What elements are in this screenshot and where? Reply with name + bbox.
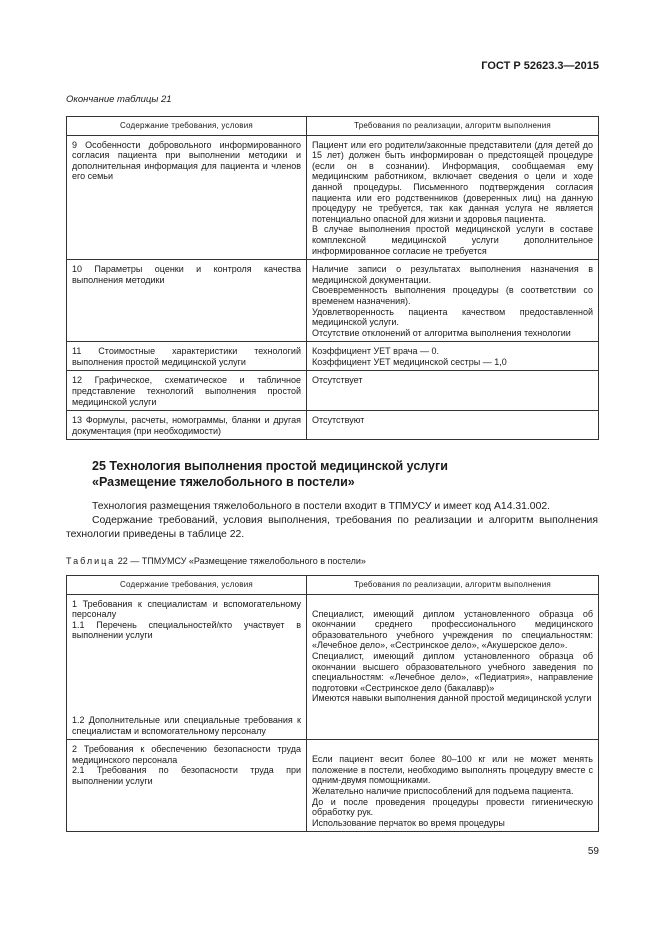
paragraph-technology-code: Технология размещения тяжелобольного в постели входит в ТПМУСУ и имеет код А14.31.002. (92, 501, 551, 512)
row-2-requirement (67, 740, 307, 832)
row-1-requirement (67, 594, 307, 740)
table-22-caption (66, 556, 366, 566)
row-2-impl-text-c: До и после проведения процедуры провести гигиеническую обработку рук. (312, 796, 593, 818)
section-25-heading (92, 459, 592, 490)
page-number: 59 (587, 846, 599, 857)
row-9-text-b: В случае выполнения простой медицинской услуги в составе комплексной медицинской услуги дополнительное информированное согласие не требуется (312, 224, 593, 256)
row-2-text-a: 2 Требования к обеспечению безопасности труда медицинского персонала (72, 744, 301, 765)
row-11-text-a: Коэффициент УЕТ врача — 0. (312, 346, 439, 357)
row-1-1-text: 1.1 Перечень специальностей/кто участвует в выполнении услуги (72, 619, 301, 641)
row-9-implementation (307, 135, 599, 260)
section-heading-line-1: 25 Технология выполнения простой медицинской услуги (92, 459, 448, 473)
row-1-impl-text-a: Специалист, имеющий диплом установленного образца об окончании среднего профессионального медицинского образовательного учебного учреждения по специальностям: «Лечебное дело», «Сестринское дело», «Акушерское дело». (312, 608, 593, 651)
row-9-text-a: Пациент или его родители/законные представители (для детей до 15 лет) должен быть информирован о предстоящей процедуре (если он в сознании). Информация, сообщаемая ему медицинским работником, включает сведения о цели и ходе данной процедуры. Письменного подтверждения согласия пациента или его родственников (доверенных лиц) на данную процедуру не требуется, так как данная услуга не является потенциально опасной для жизни и здоровья пациента. (312, 139, 593, 224)
section-heading-line-2: «Размещение тяжелобольного в постели» (92, 474, 355, 489)
row-10-text-b: Своевременность выполнения процедуры (в соответствии со временем назначения). (312, 285, 593, 306)
row-10-text-d: Отсутствие отклонений от алгоритма выполнения технологии (312, 327, 571, 338)
row-10-implementation (307, 260, 599, 342)
row-13-implementation: Отсутствуют (307, 411, 599, 440)
row-2-impl-text-d: Использование перчаток во время процедуры (312, 817, 505, 828)
table-22-caption-title: 22 — ТПМУМСУ «Размещение тяжелобольного в постели» (115, 556, 366, 566)
table-row (67, 371, 599, 411)
row-9-requirement: 9 Особенности добровольного информированного согласия пациента при выполнении методики и дополнительная информация для пациента и членов его семьи (67, 135, 307, 260)
row-10-text-a: Наличие записи о результатах выполнения назначения в медицинской документации. (312, 264, 593, 285)
row-2-implementation (307, 740, 599, 832)
row-1-impl-text-b: Специалист, имеющий диплом установленного образца об окончании высшего образовательного учебного заведения по специальностям: «Лечебное дело», «Педиатрия», направление подготовки «Сестринское дело (бакалавр)» (312, 650, 593, 693)
row-11-text-b: Коэффициент УЕТ медицинской сестры — 1,0 (312, 356, 507, 367)
table-21-caption: Окончание таблицы 21 (66, 94, 172, 105)
row-10-requirement: 10 Параметры оценки и контроля качества выполнения методики (67, 260, 307, 342)
column-header-requirements: Содержание требования, условия (67, 576, 307, 595)
table-row (67, 411, 599, 440)
row-1-text-a: 1 Требования к специалистам и вспомогательному персоналу (72, 598, 301, 620)
row-10-text-c: Удовлетворенность пациента качеством предоставленной медицинской услуги. (312, 306, 593, 328)
row-2-impl-text-a: Если пациент весит более 80–100 кг или не может менять положение в постели, необходимо выполнять процедуру вместе с одним-двумя помощниками. (312, 754, 593, 786)
table-21 (66, 116, 599, 440)
table-row (67, 135, 599, 260)
row-12-implementation: Отсутствует (307, 371, 599, 411)
row-1-implementation (307, 594, 599, 740)
table-row (67, 260, 599, 342)
row-11-requirement: 11 Стоимостные характеристики технологий выполнения простой медицинской услуги (67, 342, 307, 371)
row-1-spacer (72, 641, 301, 715)
row-2-1-text: 2.1 Требования по безопасности труда при выполнении услуги (72, 765, 301, 786)
document-standard-code: ГОСТ Р 52623.3—2015 (481, 60, 599, 72)
column-header-implementation: Требования по реализации, алгоритм выполнения (307, 117, 599, 136)
column-header-requirements: Содержание требования, условия (67, 117, 307, 136)
column-header-implementation: Требования по реализации, алгоритм выполнения (307, 576, 599, 595)
paragraph-table-reference: Содержание требований, условия выполнения, требования по реализации и алгоритм выполнения технологии приведены в таблице 22. (66, 515, 598, 541)
table-row (67, 594, 599, 740)
table-header-row (67, 576, 599, 595)
row-13-requirement: 13 Формулы, расчеты, номограммы, бланки и другая документация (при необходимости) (67, 411, 307, 440)
row-1-impl-spacer (312, 599, 593, 609)
table-22-caption-word: Таблица (66, 556, 116, 566)
table-header-row (67, 117, 599, 136)
row-2-impl-text-b: Желательно наличие приспособлений для подъема пациента. (312, 785, 574, 796)
table-row (67, 740, 599, 832)
row-1-2-text: 1.2 Дополнительные или специальные требования к специалистам и вспомогательному персоналу (72, 714, 301, 736)
row-12-requirement: 12 Графическое, схематическое и табличное представление технологий выполнения простой медицинской услуги (67, 371, 307, 411)
row-11-implementation (307, 342, 599, 371)
table-22 (66, 575, 599, 832)
table-row (67, 342, 599, 371)
row-2-impl-spacer (312, 744, 593, 754)
row-1-impl-text-c: Имеются навыки выполнения данной простой медицинской услуги (312, 693, 592, 704)
